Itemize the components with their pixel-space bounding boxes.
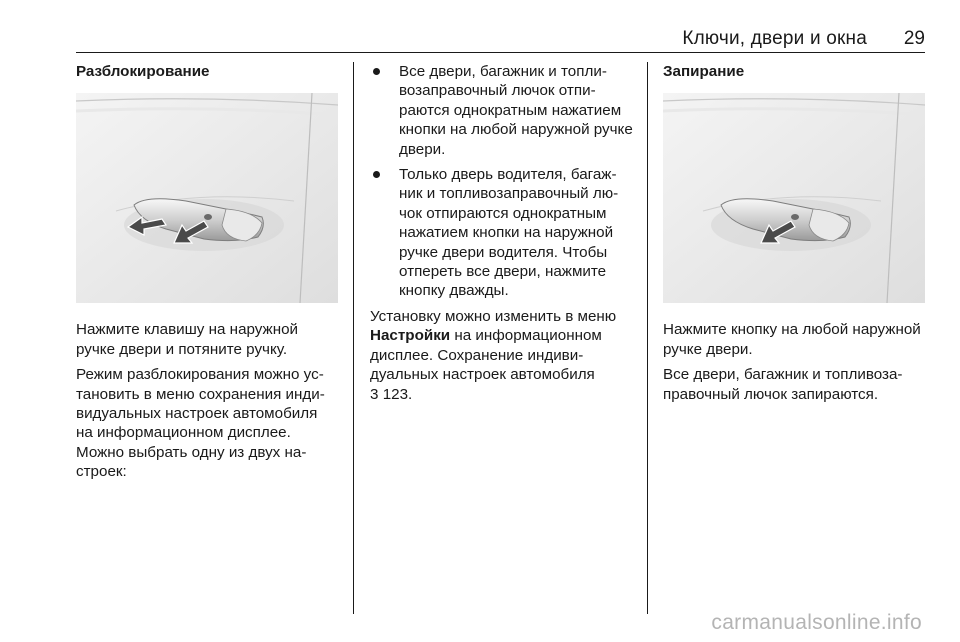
column-divider-2 — [647, 62, 648, 614]
page-reference-number: 123. — [382, 385, 413, 403]
lock-paragraph-2: Все двери, багажник и топливозаправочный лючок запираются. — [663, 366, 903, 403]
right-column — [663, 62, 925, 410]
settings-text-after: на информационном дисплее. Сохранение индивидуальных настроек автомобиля — [370, 327, 602, 384]
unlocking-heading: Разблокирование — [76, 63, 210, 80]
page-reference-arrow-icon: 3 — [370, 385, 379, 403]
bullet-dot-icon — [373, 68, 380, 75]
bullet-text: Только дверь водителя, багажник и топливозаправочный лючок отпираются однократным нажатием кнопки на наружной ручке двери водителя. Чтобы отпереть все двери, нажмите кнопку дважды. — [399, 166, 619, 300]
unlock-paragraph-1: Нажмите клавишу на наружной ручке двери и потяните ручку. — [76, 321, 299, 358]
bullet-item — [370, 165, 634, 301]
left-column — [76, 62, 338, 488]
lock-paragraph-1: Нажмите кнопку на любой наружной ручке двери. — [663, 321, 921, 358]
middle-column — [370, 62, 634, 410]
locking-heading: Запирание — [663, 63, 745, 80]
door-handle-unlock-illustration — [76, 93, 338, 303]
settings-text-before: Установку можно изменить в меню — [370, 307, 617, 325]
bullet-text: Все двери, багажник и топливозаправочный лючок отпираются однократным нажатием кнопки на любой наружной ручке двери. — [399, 63, 633, 158]
unlock-paragraph-2: Режим разблокирования можно установить в меню сохранения индивидуальных настроек автомобиля на информационном дисплее. Можно выбрать одну из двух настроек: — [76, 366, 325, 481]
settings-paragraph — [370, 307, 634, 404]
bullet-item — [370, 62, 634, 159]
page-header — [76, 26, 925, 53]
bullet-dot-icon — [373, 171, 380, 178]
door-handle-lock-illustration — [663, 93, 925, 303]
settings-menu-name: Настройки — [370, 327, 451, 345]
page-number: 29 — [903, 28, 925, 49]
site-watermark: carmanualsonline.info — [711, 611, 922, 634]
chapter-title: Ключи, двери и окна — [682, 28, 867, 49]
column-divider-1 — [353, 62, 354, 614]
